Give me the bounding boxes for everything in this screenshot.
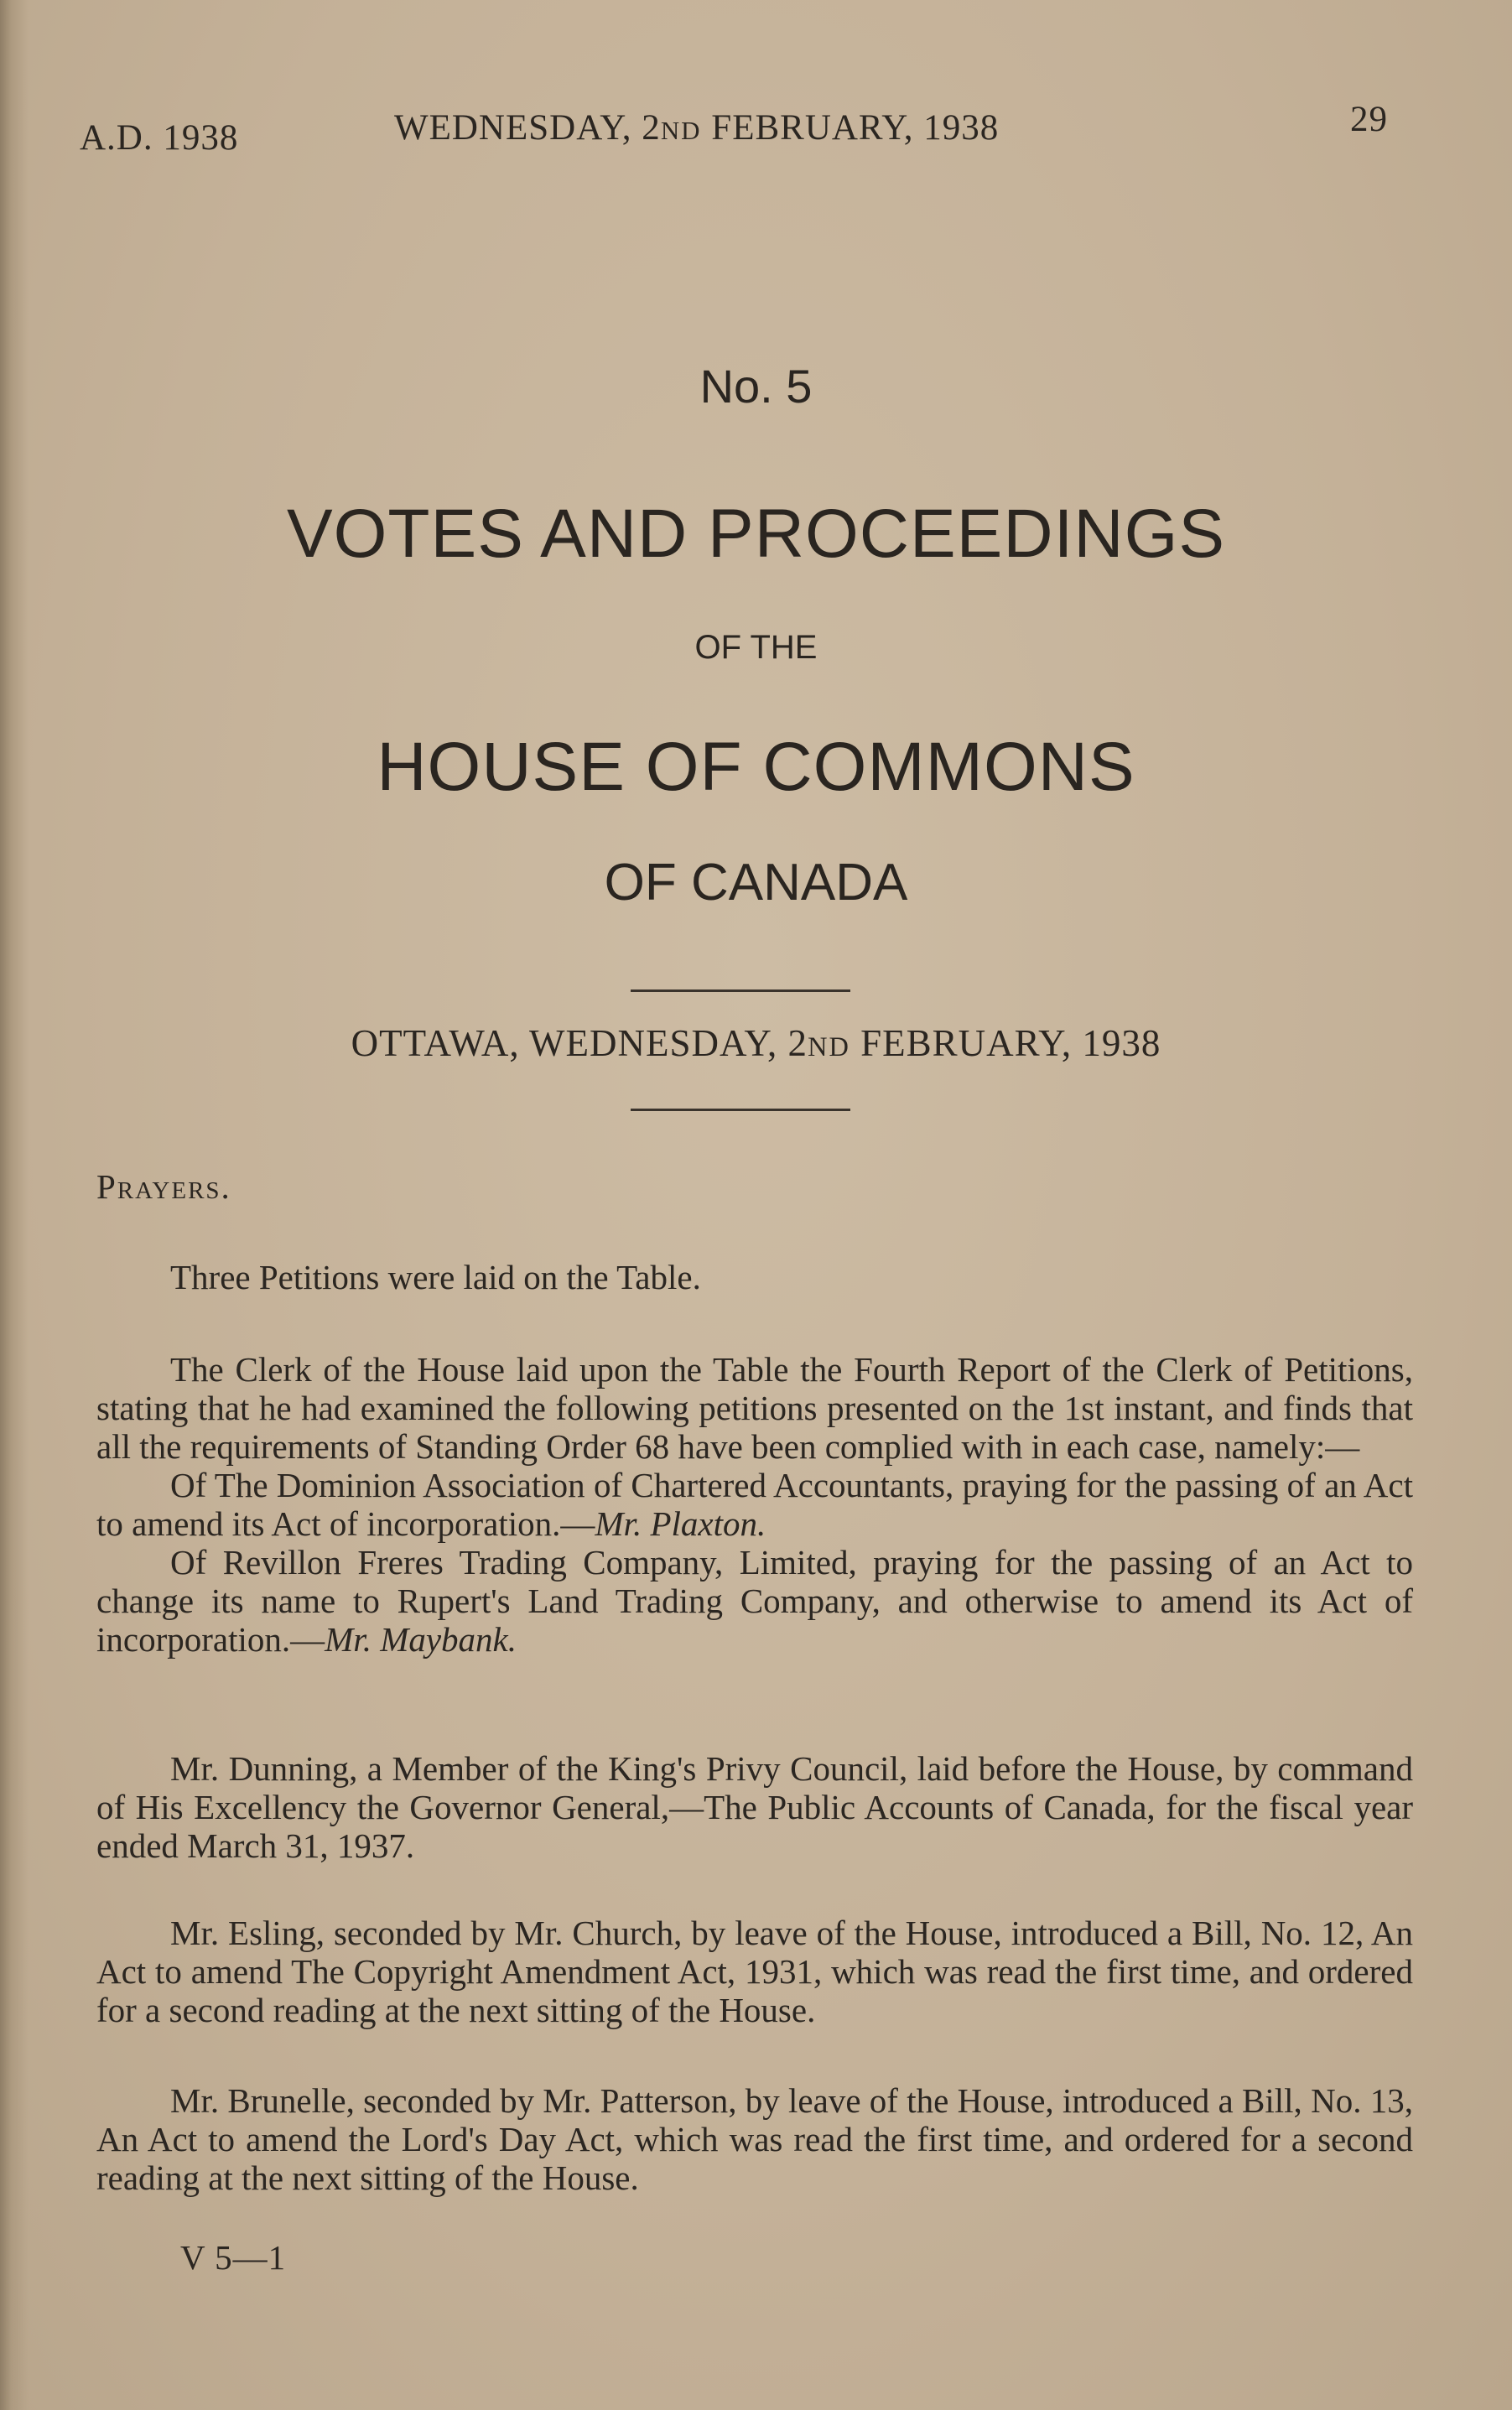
petition-2-text: Of Revillon Freres Trading Company, Limited, praying for the passing of an Act to change its name to Rupert's Land Trading Company, and otherwise to amend its Act of incorporation.—	[96, 1543, 1413, 1659]
petitions-laid-text: Three Petitions were laid on the Table.	[170, 1258, 701, 1296]
issue-number: No. 5	[699, 360, 813, 413]
sitting-dateline	[0, 1021, 1512, 1065]
dateline-end: FEBRUARY, 1938	[850, 1022, 1161, 1064]
title-house-of-commons: HOUSE OF COMMONS	[377, 729, 1135, 805]
dateline-start: OTTAWA, WEDNESDAY, 2	[351, 1022, 808, 1064]
header-date-end: FEBRUARY, 1938	[701, 108, 1000, 148]
petition-item-1	[96, 1466, 1413, 1543]
page-number: 29	[1350, 100, 1388, 139]
title-of-the: OF THE	[694, 629, 818, 666]
prayers-heading: Prayers.	[96, 1167, 231, 1206]
esling-bill-paragraph: Mr. Esling, seconded by Mr. Church, by leave of the House, introduced a Bill, No. 12, An Act to amend The Copyright Amendment Act, 1931, which was read the first time, and ordered for a second reading at the next sitting of the House.	[96, 1914, 1413, 2029]
title-votes-and-proceedings: VOTES AND PROCEEDINGS	[286, 496, 1226, 572]
petition-1-text: Of The Dominion Association of Chartered Accountants, praying for the passing of an Act to amend its Act of incorporation.—	[96, 1466, 1413, 1543]
dunning-section	[96, 1749, 1413, 1865]
dateline-ordinal: ND	[808, 1032, 850, 1062]
clerk-report-section	[96, 1350, 1413, 1659]
signature-code: V 5—1	[180, 2238, 287, 2277]
petition-2-member: Mr. Maybank.	[325, 1620, 517, 1659]
brunelle-bill-paragraph: Mr. Brunelle, seconded by Mr. Patterson, by leave of the House, introduced a Bill, No. 13, An Act to amend the Lord's Day Act, which was read the first time, and ordered for a second reading at the next sitting of the House.	[96, 2081, 1413, 2197]
divider-rule-bottom	[631, 1109, 850, 1111]
divider-rule-top	[631, 989, 850, 992]
header-year: A.D. 1938	[80, 118, 239, 158]
title-of-canada: OF CANADA	[604, 854, 908, 912]
petition-item-2	[96, 1543, 1413, 1659]
petition-1-member: Mr. Plaxton.	[595, 1504, 766, 1543]
clerk-report-paragraph: The Clerk of the House laid upon the Table the Fourth Report of the Clerk of Petitions, stating that he had examined the following petitions presented on the 1st instant, and finds that all the requirements of Standing Order 68 have been complied with in each case, namely:—	[96, 1350, 1413, 1466]
header-date-ordinal: ND	[660, 116, 702, 145]
dunning-paragraph: Mr. Dunning, a Member of the King's Privy Council, laid before the House, by command of His Excellency the Governor General,—The Public Accounts of Canada, for the fiscal year ended March 31, 1937.	[96, 1749, 1413, 1865]
petitions-paragraph	[96, 1258, 1413, 1296]
header-date-start: WEDNESDAY, 2	[394, 108, 661, 148]
running-header	[80, 99, 1405, 158]
brunelle-bill-section	[96, 2081, 1413, 2197]
header-date	[394, 107, 999, 148]
esling-bill-section	[96, 1914, 1413, 2029]
